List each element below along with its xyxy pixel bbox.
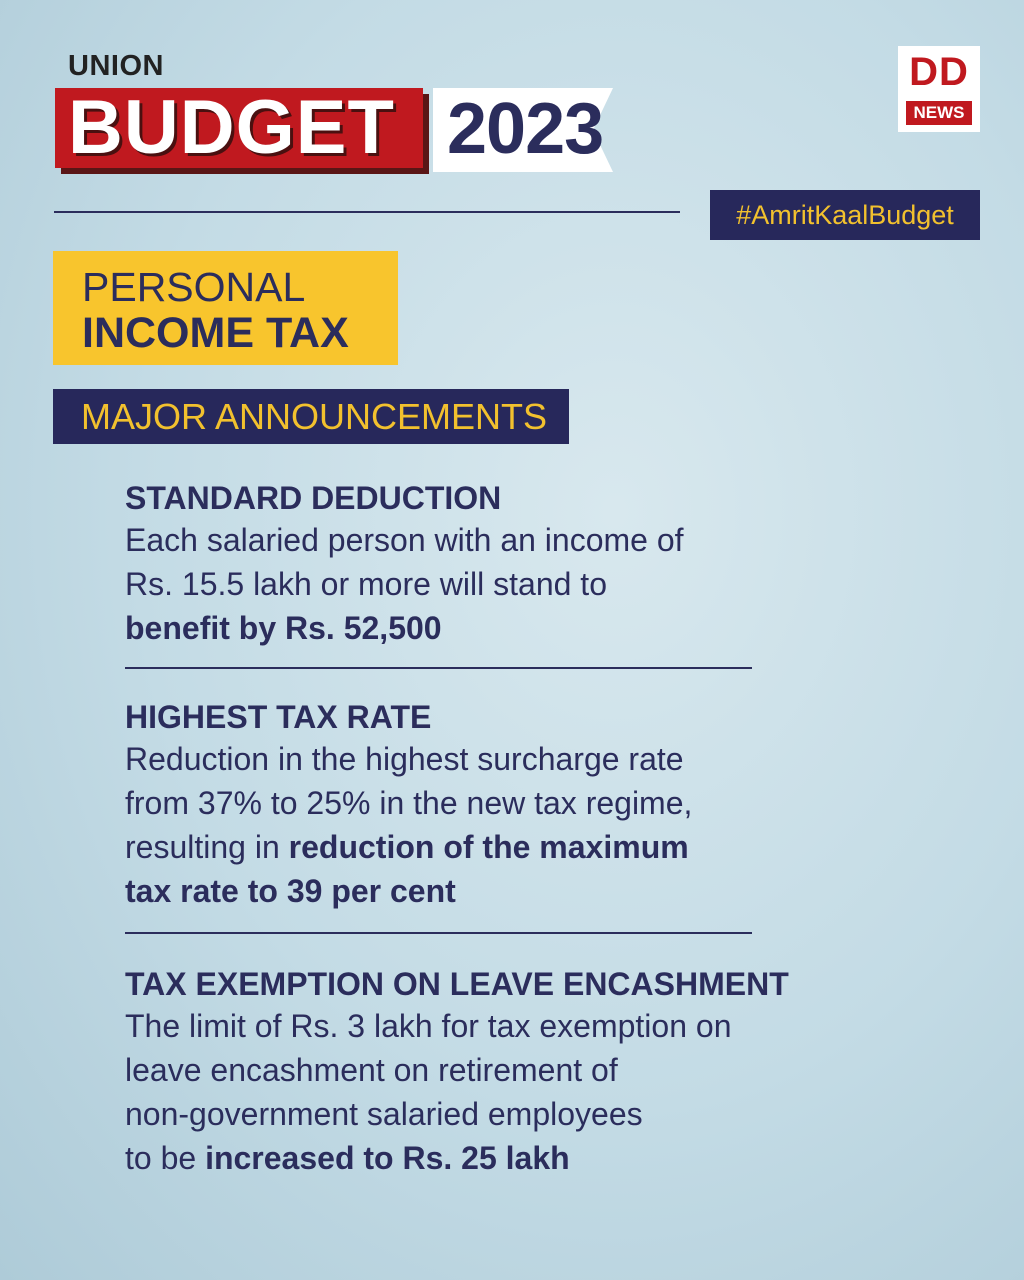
section-line: Each salaried person with an income of bbox=[125, 522, 684, 558]
section-standard-deduction bbox=[125, 478, 885, 650]
dd-logo-letters: DD bbox=[909, 50, 969, 94]
title-line2: INCOME TAX bbox=[82, 309, 349, 357]
section-line: resulting in reduction of the maximum bbox=[125, 829, 689, 865]
section-line: leave encashment on retirement of bbox=[125, 1052, 618, 1088]
hashtag-badge: #AmritKaalBudget bbox=[710, 190, 980, 240]
section-line: tax rate to 39 per cent bbox=[125, 873, 456, 909]
section-line: Reduction in the highest surcharge rate bbox=[125, 741, 684, 777]
section-line: The limit of Rs. 3 lakh for tax exemption on bbox=[125, 1008, 732, 1044]
section-line: from 37% to 25% in the new tax regime, bbox=[125, 785, 693, 821]
budget-label: BUDGET bbox=[68, 85, 395, 170]
section-line: to be increased to Rs. 25 lakh bbox=[125, 1140, 570, 1176]
section-line: Rs. 15.5 lakh or more will stand to bbox=[125, 566, 607, 602]
section-line: non-government salaried employees bbox=[125, 1096, 643, 1132]
section-title: STANDARD DEDUCTION bbox=[125, 480, 502, 516]
section-title: HIGHEST TAX RATE bbox=[125, 699, 432, 735]
major-announcements-banner: MAJOR ANNOUNCEMENTS bbox=[53, 389, 569, 444]
section-divider bbox=[125, 667, 752, 669]
section-title: TAX EXEMPTION ON LEAVE ENCASHMENT bbox=[125, 966, 789, 1002]
title-line1: PERSONAL bbox=[82, 264, 306, 310]
header-divider bbox=[54, 211, 680, 213]
dd-logo-news: NEWS bbox=[906, 101, 972, 125]
section-line: benefit by Rs. 52,500 bbox=[125, 610, 442, 646]
section-leave-encashment bbox=[125, 964, 885, 1180]
section-highest-tax-rate bbox=[125, 697, 885, 913]
year-label: 2023 bbox=[447, 89, 604, 169]
section-divider bbox=[125, 932, 752, 934]
union-label: UNION bbox=[68, 50, 164, 82]
